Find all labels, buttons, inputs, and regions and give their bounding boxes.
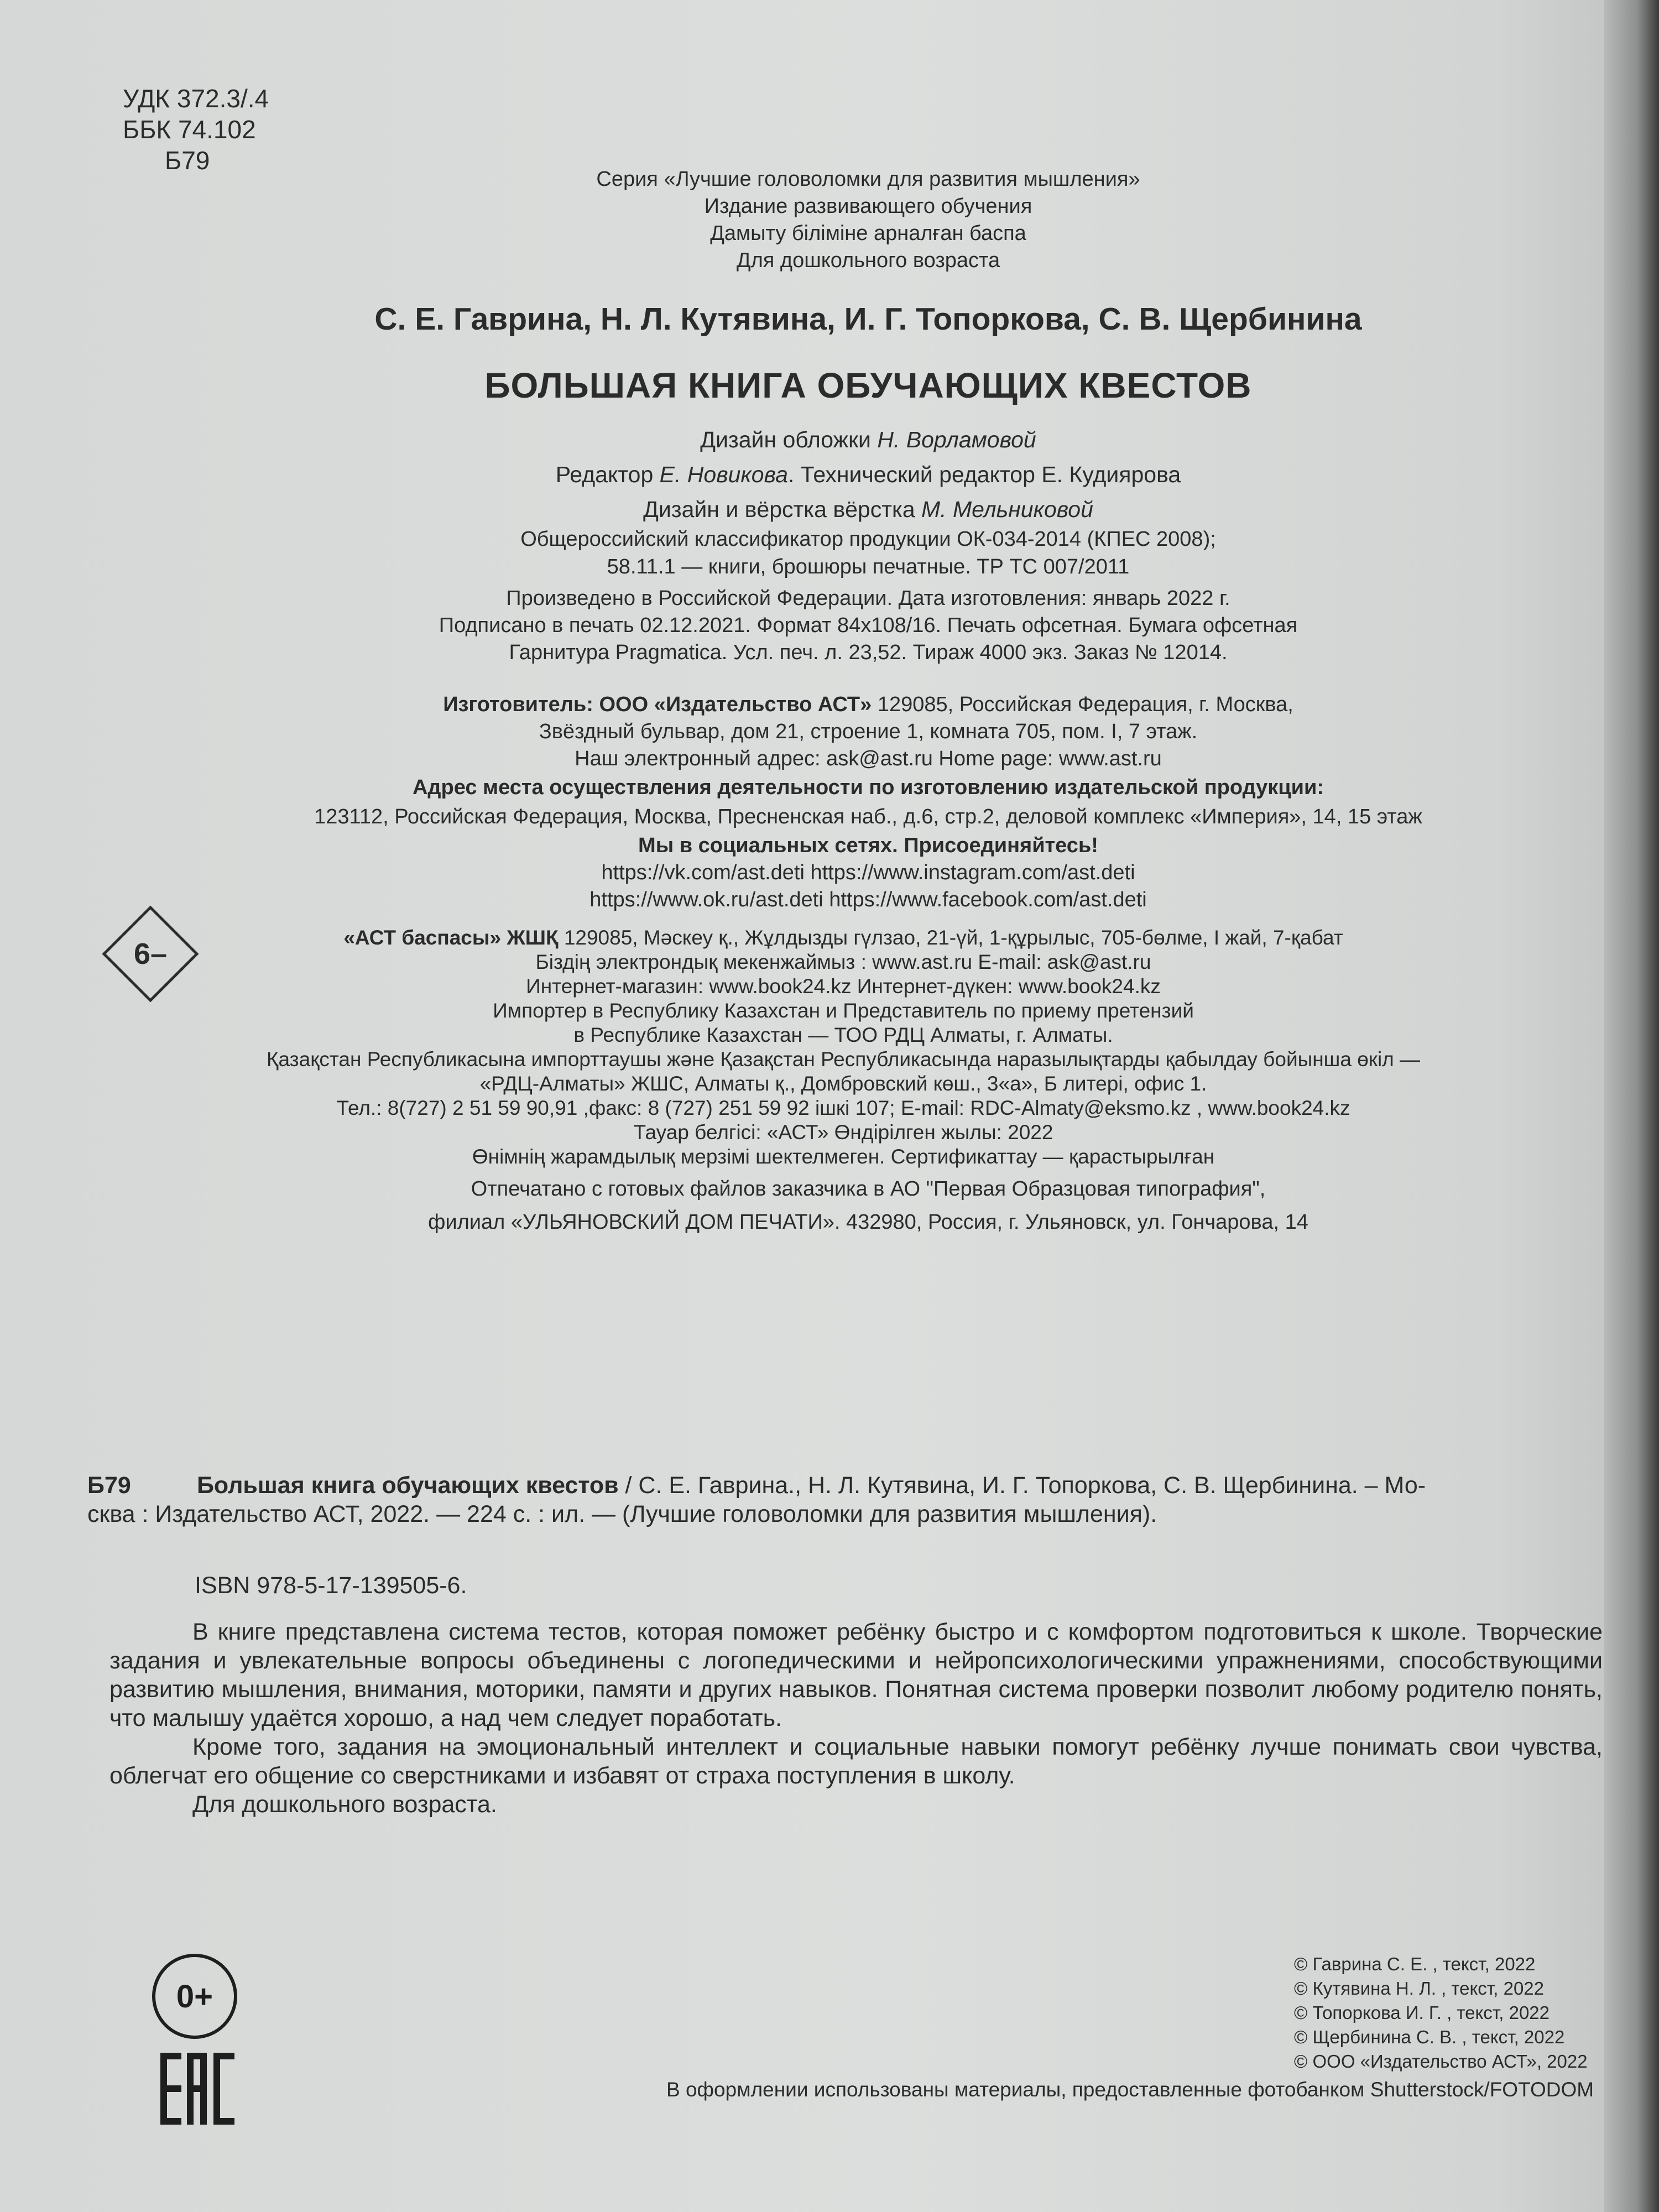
annotation-paragraph: Кроме того, задания на эмоциональный интеллект и социальные навыки помогут ребёнку лучше понимать свои чувства, облегчат его общение со сверстниками и избавят от страха поступления в школу.	[109, 1734, 1603, 1789]
page-edge	[1604, 0, 1659, 2212]
annotation	[109, 1618, 1603, 1819]
activity-address-label: Адрес места осуществления деятельности по изготовлению издательской продукции:	[412, 776, 1324, 799]
photo-credit: В оформлении использованы материалы, предоставленные фотобанком Shutterstock/FOTODOM	[666, 2078, 1594, 2101]
manufacturer-line: Наш электронный адрес: ask@ast.ru Home page: www.ast.ru	[575, 747, 1162, 770]
production-info	[111, 585, 1626, 666]
kz-line: «РДЦ-Алматы» ЖШС, Алматы қ., Домбровский көш., 3«а», Б литері, офис 1.	[479, 1072, 1207, 1095]
production-line: Подписано в печать 02.12.2021. Формат 84x108/16. Печать офсетная. Бумага офсетная	[439, 614, 1298, 637]
editor-credit: Редактор Е. Новикова. Технический редактор Е. Кудиярова	[555, 462, 1181, 487]
activity-address	[111, 773, 1626, 832]
printing-line: Отпечатано с готовых файлов заказчика в АО "Первая Образцовая типография",	[471, 1177, 1266, 1201]
series-line: Для дошкольного возраста	[736, 249, 1000, 272]
authors: С. Е. Гаврина, Н. Л. Кутявина, И. Г. Топоркова, С. В. Щербинина	[374, 301, 1362, 337]
kz-line: в Республике Казахстан — ТОО РДЦ Алматы, г. Алматы.	[573, 1024, 1113, 1046]
kazakhstan-info	[182, 926, 1504, 1169]
age-rating-0-badge	[150, 1952, 239, 2041]
shelf-code: Б79	[165, 146, 210, 175]
printing-house	[111, 1172, 1626, 1239]
kz-publisher-line: «АСТ баспасы» ЖШҚ 129085, Мәскеу қ., Жұлдызды гүлзао, 21-үй, 1-құрылыс, 705-бөлме, I жай, 7-қабат	[343, 926, 1343, 949]
kz-line: Қазақстан Республикасына импорттаушы және Қазақстан Республикасында наразылықтарды қабылдау бойынша өкіл —	[266, 1048, 1421, 1071]
series-block	[111, 166, 1626, 274]
production-line: Гарнитура Pragmatica. Усл. печ. л. 23,52. Тираж 4000 экз. Заказ № 12014.	[509, 641, 1228, 664]
kz-line: Біздің электрондық мекенжаймыз : www.ast.ru E-mail: ask@ast.ru	[535, 951, 1151, 973]
kz-line: Тел.: 8(727) 2 51 59 90,91 ,факс: 8 (727) 251 59 92 ішкі 107; E-mail: RDC-Almaty@eksmo.kz , www.book24.kz	[336, 1097, 1350, 1119]
product-classifier	[111, 525, 1626, 581]
kz-line: Өнімнің жарамдылық мерзімі шектелмеген. Сертификаттау — қарастырылған	[472, 1145, 1215, 1168]
social-label: Мы в социальных сетях. Присоединяйтесь!	[638, 834, 1098, 857]
bbk-code: ББК 74.102	[123, 115, 256, 144]
copyright-line: © Кутявина Н. Л. , текст, 2022	[1294, 1978, 1545, 1999]
social-links: https://vk.com/ast.deti https://www.instagram.com/ast.deti	[601, 861, 1135, 884]
kz-line: Импортер в Республику Казахстан и Представитель по приему претензий	[493, 999, 1194, 1022]
isbn: ISBN 978-5-17-139505-6.	[195, 1572, 467, 1599]
kz-line: Тауар белгісі: «АСТ» Өндірілген жылы: 2022	[633, 1121, 1053, 1144]
production-line: Произведено в Российской Федерации. Дата изготовления: январь 2022 г.	[506, 587, 1230, 610]
social-links: https://www.ok.ru/ast.deti https://www.facebook.com/ast.deti	[589, 888, 1147, 911]
manufacturer-block	[111, 691, 1626, 773]
social-block	[111, 832, 1626, 914]
bibliographic-record	[87, 1471, 1580, 1528]
bib-line: Большая книга обучающих квестов / С. Е. Гаврина., Н. Л. Кутявина, И. Г. Топоркова, С. В. Щербинина. – Мо-	[197, 1472, 1426, 1499]
copyright-line: © Щербинина С. В. , текст, 2022	[1294, 2027, 1565, 2047]
eac-mark-icon	[160, 2053, 236, 2125]
series-line: Дамыту біліміне арналған баспа	[710, 222, 1026, 245]
classification-codes	[123, 83, 269, 176]
series-line: Серия «Лучшие головоломки для развития мышления»	[596, 168, 1140, 191]
bib-line: сква : Издательство АСТ, 2022. — 224 с. : ил. — (Лучшие головоломки для развития мышления).	[87, 1501, 1157, 1527]
copyright-line: © Гаврина С. Е. , текст, 2022	[1294, 1954, 1536, 1974]
age-rating-0-text: 0+	[176, 1979, 213, 2015]
udk-code: УДК 372.3/.4	[123, 84, 269, 113]
bib-code: Б79	[87, 1472, 131, 1499]
okp-line: Общероссийский классификатор продукции ОК-034-2014 (КПЕС 2008);	[520, 528, 1216, 551]
okp-line: 58.11.1 — книги, брошюры печатные. ТР ТС 007/2011	[607, 555, 1130, 578]
cover-design-credit: Дизайн обложки Н. Ворламовой	[700, 427, 1036, 452]
age-rating-6-text: 6–	[133, 937, 168, 971]
manufacturer-line: Звёздный бульвар, дом 21, строение 1, комната 705, пом. I, 7 этаж.	[539, 720, 1198, 743]
kz-line: Интернет-магазин: www.book24.kz Интернет-дүкен: www.book24.kz	[526, 975, 1161, 998]
annotation-paragraph: В книге представлена система тестов, которая поможет ребёнку быстро и с комфортом подготовиться к школе. Творческие задания и увлекательные вопросы объединены с логопедическими и нейропсихологическими упражнениями, способствующими развитию мышления, внимания, моторики, памяти и других навыков. Понятная система проверки позволит любому родителю понять, что малышу удаётся хорошо, а над чем следует поработать.	[109, 1619, 1603, 1731]
printing-line: филиал «УЛЬЯНОВСКИЙ ДОМ ПЕЧАТИ». 432980, Россия, г. Ульяновск, ул. Гончарова, 14	[428, 1211, 1308, 1234]
book-title: БОЛЬШАЯ КНИГА ОБУЧАЮЩИХ КВЕСТОВ	[484, 366, 1252, 405]
annotation-paragraph: Для дошкольного возраста.	[192, 1791, 497, 1818]
copyright-line: © ООО «Издательство АСТ», 2022	[1294, 2051, 1588, 2072]
series-line: Издание развивающего обучения	[704, 195, 1032, 218]
manufacturer-line: Изготовитель: ООО «Издательство АСТ» 129085, Российская Федерация, г. Москва,	[443, 693, 1293, 716]
activity-address-value: 123112, Российская Федерация, Москва, Пресненская наб., д.6, стр.2, деловой комплекс «Империя», 14, 15 этаж	[314, 805, 1422, 828]
credits-block	[111, 422, 1626, 527]
copyright-block	[1294, 1952, 1588, 2074]
layout-credit: Дизайн и вёрстка вёрстка М. Мельниковой	[643, 497, 1093, 522]
copyright-line: © Топоркова И. Г. , текст, 2022	[1294, 2002, 1550, 2023]
